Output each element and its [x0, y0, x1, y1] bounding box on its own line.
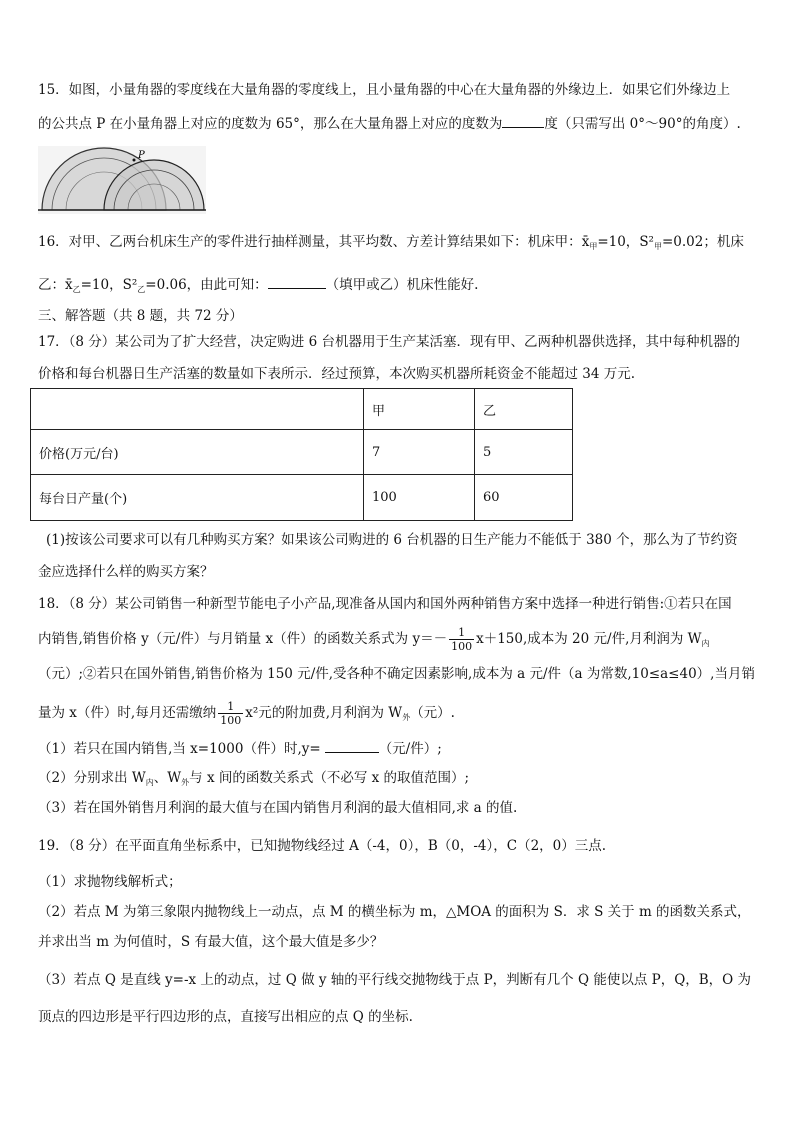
q16-line-2	[38, 274, 478, 300]
table-header-cell-empty	[31, 389, 364, 430]
q18-part-1	[38, 738, 442, 759]
q16-answer-blank[interactable]	[268, 274, 326, 289]
q18-line-4-text-b: x²元的附加费,月利润为 W	[245, 705, 403, 721]
q17-line-2: 价格和每台机器日生产活塞的数量如下表所示．经过预算，本次购买机器所耗资金不能超过 34 万元.	[38, 366, 636, 382]
table-row-output	[31, 475, 573, 521]
q18-line-2-text-a: 内销售,销售价格 y（元/件）与月销量 x（件）的函数关系式为 y＝－	[38, 631, 448, 647]
q18-line-4	[38, 700, 455, 728]
table-cell-output-yi: 60	[475, 475, 573, 521]
table-cell-price-yi: 5	[475, 430, 573, 475]
q18-line-3: （元）;②若只在国外销售,销售价格为 150 元/件,受各种不确定因素影响,成本为 a 元/件（a 为常数,10≤a≤40）,当月销	[38, 666, 755, 682]
q15-line-2-text-a: 的公共点 P 在小量角器上对应的度数为 65°，那么在大量角器上对应的度数为	[38, 116, 503, 132]
section-3-heading: 三、解答题（共 8 题，共 72 分）	[38, 308, 243, 324]
fraction-denominator: 100	[220, 714, 242, 727]
table-cell-price-jia: 7	[364, 430, 475, 475]
q15-line-2	[38, 113, 741, 134]
table-header-jia: 甲	[364, 389, 475, 430]
mean-subscript-jia: 甲	[589, 242, 598, 251]
q15-answer-blank[interactable]	[502, 113, 544, 128]
table-row-price	[31, 430, 573, 475]
mean-value-yi: =10，	[80, 277, 123, 293]
fraction-1-over-100	[449, 626, 474, 653]
q18-line-1: 18．（8 分）某公司销售一种新型节能电子小产品,现准备从国内和国外两种销售方案中选择一种进行销售:①若只在国	[38, 596, 732, 612]
point-p	[133, 159, 136, 162]
q16-line-2-text-b: （填甲或乙）机床性能好.	[325, 277, 479, 293]
q19-part-1: （1）求抛物线解析式；	[38, 874, 182, 890]
protractor-figure	[38, 146, 206, 214]
q17-part-1-line-2: 金应选择什么样的购买方案？	[38, 564, 214, 580]
variance-subscript-yi: 乙	[137, 285, 146, 294]
variance-symbol-yi: S²	[122, 277, 138, 293]
machine-table	[30, 388, 573, 521]
q18-part-3: （3）若在国外销售月利润的最大值与在国内销售月利润的最大值相同,求 a 的值.	[38, 800, 518, 816]
fraction-denominator: 100	[451, 640, 473, 653]
fraction-numerator: 1	[218, 700, 243, 714]
q18-answer-blank[interactable]	[325, 738, 379, 753]
q16-line-2-text-a: 乙：	[38, 277, 65, 293]
q16-line-1-text: 16．对甲、乙两台机床生产的零件进行抽样测量，其平均数、方差计算结果如下：机床甲：	[38, 234, 582, 250]
q17-part-1-line-1: (1)按该公司要求可以有几种购买方案？如果该公司购进的 6 台机器的日生产能力不能低于 380 个，那么为了节约资	[46, 532, 738, 548]
variance-symbol-jia: S²	[639, 234, 654, 250]
q18-part-2	[38, 768, 469, 793]
fraction-numerator: 1	[449, 626, 474, 640]
mean-symbol-jia: x̄	[581, 234, 590, 250]
w-subscript-wai: 外	[402, 713, 411, 722]
point-p-label: P	[138, 150, 145, 161]
q19-part-3-line-2: 顶点的四边形是平行四边形的点，直接写出相应的点 Q 的坐标.	[38, 1009, 413, 1025]
variance-value-yi: =0.06，由此可知：	[145, 277, 268, 293]
q18-line-4-text-c: （元）.	[410, 705, 455, 721]
q19-part-2-line-2: 并求出当 m 为何值时，S 有最大值，这个最大值是多少？	[38, 934, 384, 950]
q15-line-1: 15．如图，小量角器的零度线在大量角器的零度线上，且小量角器的中心在大量角器的外缘边上．如果它们外缘边上	[38, 82, 731, 98]
table-cell-output-label: 每台日产量(个)	[31, 475, 364, 521]
q18-part-2-text-a: （2）分别求出 W	[38, 770, 146, 786]
q19-part-3-line-1: （3）若点 Q 是直线 y=-x 上的动点，过 Q 做 y 轴的平行线交抛物线于点 P，判断有几个 Q 能使以点 P，Q，B，O 为	[38, 972, 752, 988]
table-cell-output-jia: 100	[364, 475, 475, 521]
q18-line-2-text-b: x＋150,成本为 20 元/件,月利润为 W	[476, 631, 702, 647]
mean-symbol-yi: x̄	[65, 277, 73, 293]
table-cell-price-label: 价格(万元/台)	[31, 430, 364, 475]
w-subscript-nei-2: 内	[145, 778, 154, 787]
table-header-row	[31, 389, 573, 430]
q18-part-1-text-a: （1）若只在国内销售,当 x=1000（件）时,y=	[38, 741, 321, 757]
fraction-1-over-100-b	[218, 700, 243, 727]
q18-line-4-text-a: 量为 x（件）时,每月还需缴纳	[38, 705, 217, 721]
table-header-yi: 乙	[475, 389, 573, 430]
w-subscript-wai-2: 外	[181, 778, 190, 787]
q17-line-1: 17．（8 分）某公司为了扩大经营，决定购进 6 台机器用于生产某活塞．现有甲、乙两种机器供选择，其中每种机器的	[38, 334, 740, 350]
q19-line-1: 19．（8 分）在平面直角坐标系中，已知抛物线经过 A（-4，0），B（0，-4），C（2，0）三点.	[38, 838, 607, 854]
q18-part-2-text-b: 与 x 间的函数关系式（不必写 x 的取值范围）;	[189, 770, 470, 786]
mean-value-jia: =10，	[597, 234, 640, 250]
q19-part-2-line-1: （2）若点 M 为第三象限内抛物线上一动点，点 M 的横坐标为 m，△MOA 的面积为 S．求 S 关于 m 的函数关系式，	[38, 904, 751, 920]
w-subscript-nei: 内	[701, 639, 710, 648]
q16-line-1	[38, 232, 744, 257]
variance-subscript-jia: 甲	[653, 242, 662, 251]
q15-line-2-text-b: 度（只需写出 0°～90°的角度）.	[544, 116, 741, 132]
q18-part-2-text-mid: 、W	[153, 770, 182, 786]
mean-subscript-yi: 乙	[72, 285, 81, 294]
q18-line-2	[38, 626, 710, 654]
variance-value-jia: =0.02；机床	[661, 234, 744, 250]
q18-part-1-text-b: （元/件）;	[378, 741, 442, 757]
